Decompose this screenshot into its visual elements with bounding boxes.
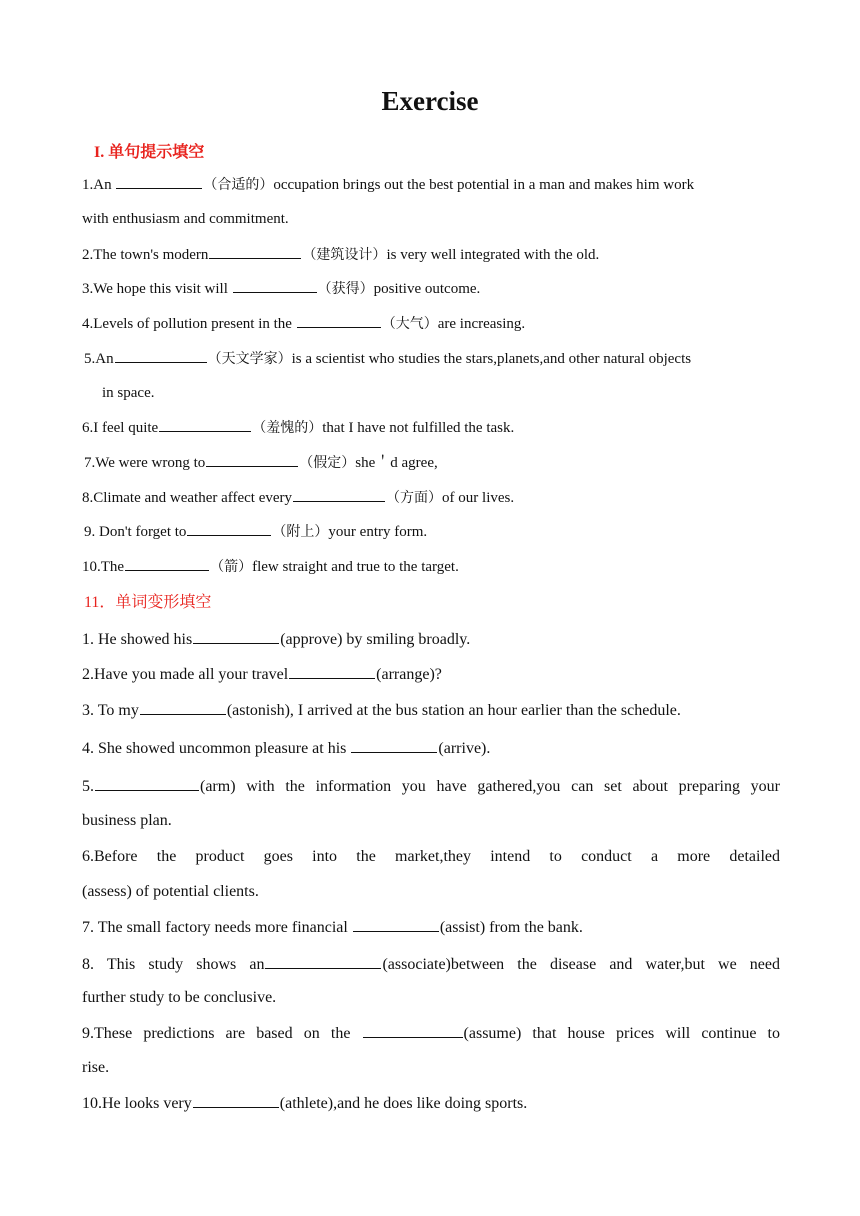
s2-item-8-cont: further study to be conclusive. bbox=[82, 989, 277, 1006]
s1-item-8: 8.Climate and weather affect every （方面）of our lives. bbox=[82, 487, 514, 508]
answer-blank[interactable] bbox=[209, 244, 301, 259]
s1-item-1-cont: with enthusiasm and commitment. bbox=[82, 211, 289, 227]
s1-item-9: 9. Don't forget to （附上）your entry form. bbox=[84, 521, 427, 542]
s2-item-9-cont: rise. bbox=[82, 1059, 110, 1076]
answer-blank[interactable] bbox=[159, 417, 251, 432]
answer-blank[interactable] bbox=[193, 1093, 279, 1108]
answer-blank[interactable] bbox=[265, 954, 381, 969]
s2-item-7: 7. The small factory needs more financial (assist) from the bank. bbox=[82, 919, 583, 936]
answer-blank[interactable] bbox=[193, 629, 279, 644]
s1-item-3: 3.We hope this visit will （获得）positive outcome. bbox=[82, 278, 480, 299]
answer-blank[interactable] bbox=[140, 700, 226, 715]
answer-blank[interactable] bbox=[125, 556, 209, 571]
section-2-heading: 11．单词变形填空 bbox=[84, 594, 212, 611]
answer-blank[interactable] bbox=[293, 487, 385, 502]
s2-item-2: 2.Have you made all your travel (arrange)? bbox=[82, 666, 442, 683]
answer-blank[interactable] bbox=[187, 521, 271, 536]
s2-item-8: 8. This study shows an (associate)between the disease and water,but we need bbox=[82, 956, 781, 973]
s1-item-5-cont: in space. bbox=[102, 385, 155, 401]
s1-item-2: 2.The town's modern （建筑设计）is very well integrated with the old. bbox=[82, 244, 599, 265]
answer-blank[interactable] bbox=[206, 452, 298, 467]
answer-blank[interactable] bbox=[115, 348, 207, 363]
s2-item-3: 3. To my (astonish), I arrived at the bus station an hour earlier than the schedule. bbox=[82, 702, 681, 719]
s2-item-5: 5. (arm) with the information you have gathered,you can set about preparing your bbox=[82, 778, 780, 795]
answer-blank[interactable] bbox=[233, 278, 317, 293]
s1-item-10: 10.The （箭）flew straight and true to the target. bbox=[82, 556, 459, 577]
answer-blank[interactable] bbox=[353, 917, 439, 932]
s1-item-6: 6.I feel quite （羞愧的）that I have not fulfilled the task. bbox=[82, 417, 514, 438]
answer-blank[interactable] bbox=[116, 174, 202, 189]
s2-item-5-cont: business plan. bbox=[82, 812, 172, 829]
s2-item-6: 6.Before the product goes into the market,they intend to conduct a more detailed bbox=[82, 848, 780, 865]
s1-item-7: 7.We were wrong to （假定）she＇d agree, bbox=[84, 452, 438, 473]
answer-blank[interactable] bbox=[363, 1023, 463, 1038]
s1-item-4: 4.Levels of pollution present in the （大气）are increasing. bbox=[82, 313, 525, 334]
s2-item-10: 10.He looks very (athlete),and he does like doing sports. bbox=[82, 1095, 528, 1112]
section-1-heading: I. 单句提示填空 bbox=[94, 144, 205, 161]
answer-blank[interactable] bbox=[289, 664, 375, 679]
s2-item-4: 4. She showed uncommon pleasure at his (arrive). bbox=[82, 740, 491, 757]
s1-item-1: 1.An （合适的）occupation brings out the best potential in a man and makes him work bbox=[82, 174, 694, 195]
answer-blank[interactable] bbox=[351, 738, 437, 753]
s1-item-5: 5.An （天文学家）is a scientist who studies the stars,planets,and other natural objects bbox=[84, 348, 691, 369]
s2-item-6-cont: (assess) of potential clients. bbox=[82, 883, 259, 900]
s2-item-9: 9.These predictions are based on the (assume) that house prices will continue to bbox=[82, 1025, 780, 1042]
page-title: Exercise bbox=[381, 86, 479, 116]
s2-item-1: 1. He showed his (approve) by smiling broadly. bbox=[82, 631, 471, 648]
answer-blank[interactable] bbox=[297, 313, 381, 328]
answer-blank[interactable] bbox=[95, 776, 199, 791]
